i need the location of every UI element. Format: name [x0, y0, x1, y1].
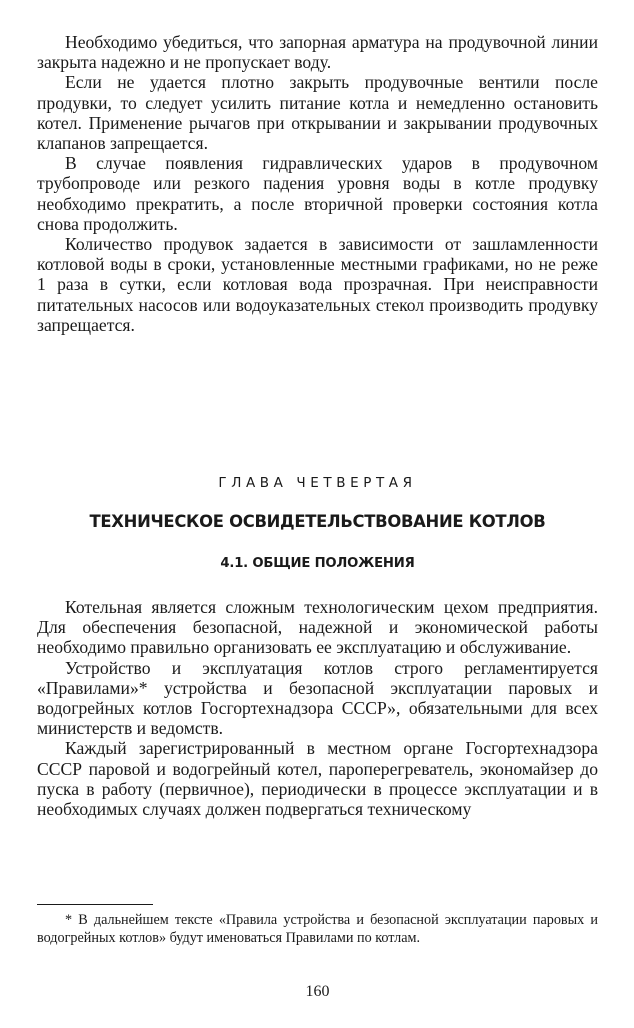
footnote: * В дальнейшем тексте «Правила устройства и безопасной эксплуатации паровых и водогрейных котлов» будут именоваться Правилами по котлам. [37, 912, 598, 947]
paragraph-blowdown-valves: Если не удается плотно закрыть продувочные вентили после продувки, то следует усилить питание котла и немедленно остановить котел. Применение рычагов при открывании и закрывании продувочных клапанов запрещается. [37, 72, 598, 154]
paragraph-valve-check: Необходимо убедиться, что запорная арматура на продувочной линии закрыта надежно и не пропускает воду. [37, 32, 598, 73]
top-text-block [37, 32, 598, 335]
paragraph-blowdown-count: Количество продувок задается в зависимости от зашламленности котловой воды в сроки, установленные местными графиками, но не реже 1 раза в сутки, если котловая вода прозрачная. При неисправности питательных насосов или водоуказательных стекол производить продувку запрещается. [37, 234, 598, 335]
page-number: 160 [305, 983, 330, 1000]
section-text-block [37, 597, 598, 819]
paragraph-boiler-room: Котельная является сложным технологическим цехом предприятия. Для обеспечения безопасной, надежной и экономической работы необходимо правильно организовать ее эксплуатацию и обслуживание. [37, 597, 598, 658]
paragraph-registered-boiler: Каждый зарегистрированный в местном органе Госгортехнадзора СССР паровой и водогрейный котел, пароперегреватель, экономайзер до пуска в работу (первичное), периодически в процессе эксплуатации и в необходимых случаях должен подвергаться техническому [37, 738, 598, 820]
chapter-title: ТЕХНИЧЕСКОЕ ОСВИДЕТЕЛЬСТВОВАНИЕ КОТЛОВ [89, 512, 546, 531]
footnote-divider [37, 904, 153, 905]
section-title: 4.1. ОБЩИЕ ПОЛОЖЕНИЯ [220, 556, 415, 571]
paragraph-regulations: Устройство и эксплуатация котлов строго регламентируется «Правилами»* устройства и безопасной эксплуатации паровых и водогрейных котлов Госгортехнадзора СССР», обязательными для всех министерств и ведомств. [37, 657, 598, 739]
chapter-label: ГЛАВА ЧЕТВЕРТАЯ [218, 475, 417, 491]
paragraph-hydraulic-shocks: В случае появления гидравлических ударов в продувочном трубопроводе или резкого падения уровня воды в котле продувку необходимо прекратить, а после вторичной проверки состояния котла снова продолжить. [37, 153, 598, 234]
